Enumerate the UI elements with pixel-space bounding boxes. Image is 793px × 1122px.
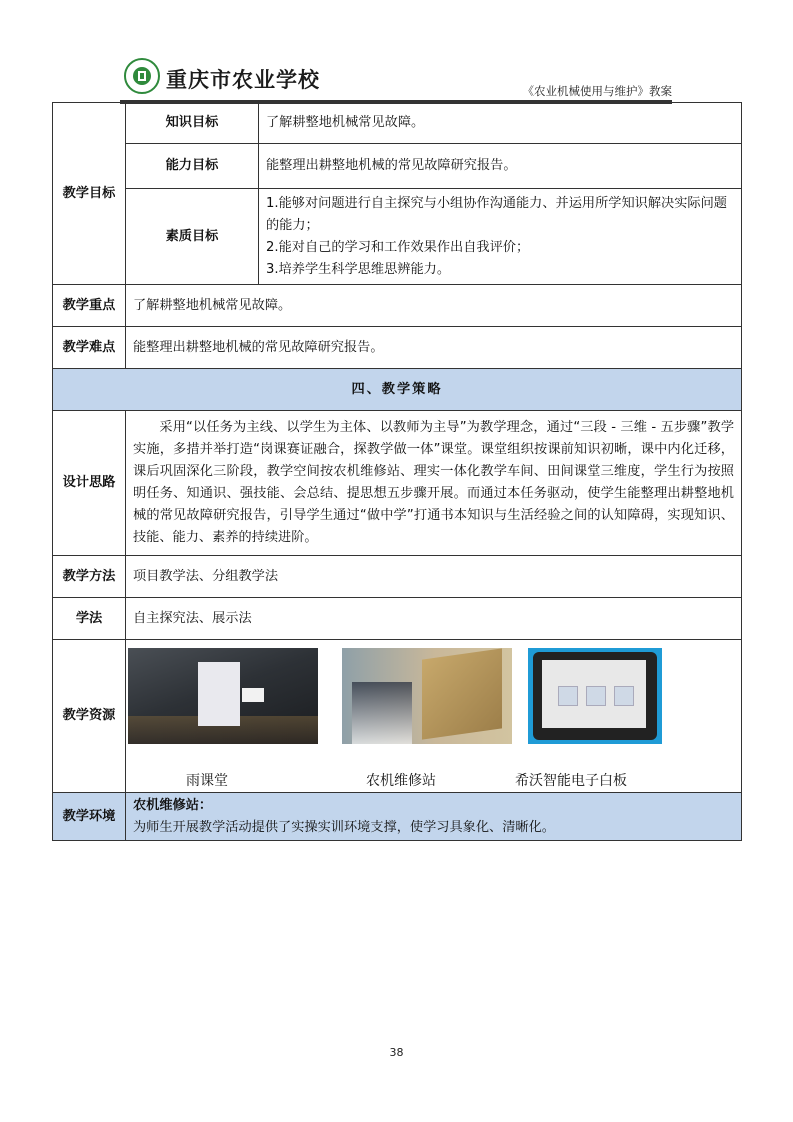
resources-cell: [126, 640, 742, 793]
method-label: 教学方法: [53, 556, 126, 598]
design-paragraph: 采用“以任务为主线、以学生为主体、以教师为主导”为教学理念，通过“三段 - 三维 - 五步骤”教学实施，多措并举打造“岗课赛证融合，探教学做一体”课堂。课堂组织按课前知识初晰，课中内化迁移，课后巩固深化三阶段，教学空间按农机维修站、理实一体化教学车间、田间课堂三维度，学生行为按照明任务、知通识、强技能、会总结、提思想五步骤开展。而通过本任务驱动，使学生能整理出耕整地机械的常见故障研究报告，引导学生通过“做中学”打通书本知识与生活经验之间的认知障碍，实现知识、技能、能力、素养的持续进阶。: [133, 420, 734, 545]
rain-classroom-image: [128, 648, 318, 744]
design-label: 设计思路: [53, 411, 126, 556]
learning-label: 学法: [53, 598, 126, 640]
knowledge-text: 了解耕整地机械常见故障。: [259, 103, 742, 144]
environment-label: 教学环境: [53, 793, 126, 841]
method-text: 项目教学法、分组教学法: [126, 556, 742, 598]
environment-title: 农机维修站：: [133, 797, 213, 813]
environment-text: 为师生开展教学活动提供了实操实训环境支撑，使学习具象化、清晰化。: [133, 819, 555, 835]
quality-line: 3.培养学生科学思维思辨能力。: [266, 261, 451, 277]
learning-text: 自主探究法、展示法: [126, 598, 742, 640]
knowledge-label: 知识目标: [126, 103, 259, 144]
key-point-label: 教学重点: [53, 285, 126, 327]
ability-label: 能力目标: [126, 144, 259, 189]
resources-label: 教学资源: [53, 640, 126, 793]
course-title: 《农业机械使用与维护》教案: [522, 84, 672, 98]
page-header: [120, 58, 672, 100]
quality-line: 1.能够对问题进行自主探究与小组协作沟通能力、并运用所学知识解决实际问题的能力；: [266, 195, 727, 233]
caption-repair-station: 农机维修站: [366, 773, 436, 789]
difficulty-text: 能整理出耕整地机械的常见故障研究报告。: [126, 327, 742, 369]
school-logo-icon: [124, 58, 160, 94]
caption-smart-whiteboard: 希沃智能电子白板: [515, 773, 627, 789]
objectives-label: 教学目标: [53, 103, 126, 285]
design-text: [126, 411, 742, 556]
caption-rain-classroom: 雨课堂: [186, 773, 228, 789]
page-number: 38: [389, 1046, 404, 1059]
quality-line: 2.能对自己的学习和工作效果作出自我评价；: [266, 239, 530, 255]
smart-whiteboard-image: [528, 648, 662, 744]
ability-text: 能整理出耕整地机械的常见故障研究报告。: [259, 144, 742, 189]
environment-cell: [126, 793, 742, 841]
lesson-plan-table: [52, 102, 742, 841]
quality-text: [259, 189, 742, 285]
key-point-text: 了解耕整地机械常见故障。: [126, 285, 742, 327]
difficulty-label: 教学难点: [53, 327, 126, 369]
quality-label: 素质目标: [126, 189, 259, 285]
school-name: 重庆市农业学校: [166, 67, 320, 92]
repair-station-image: [342, 648, 512, 744]
section-title: 四、教学策略: [53, 369, 742, 411]
